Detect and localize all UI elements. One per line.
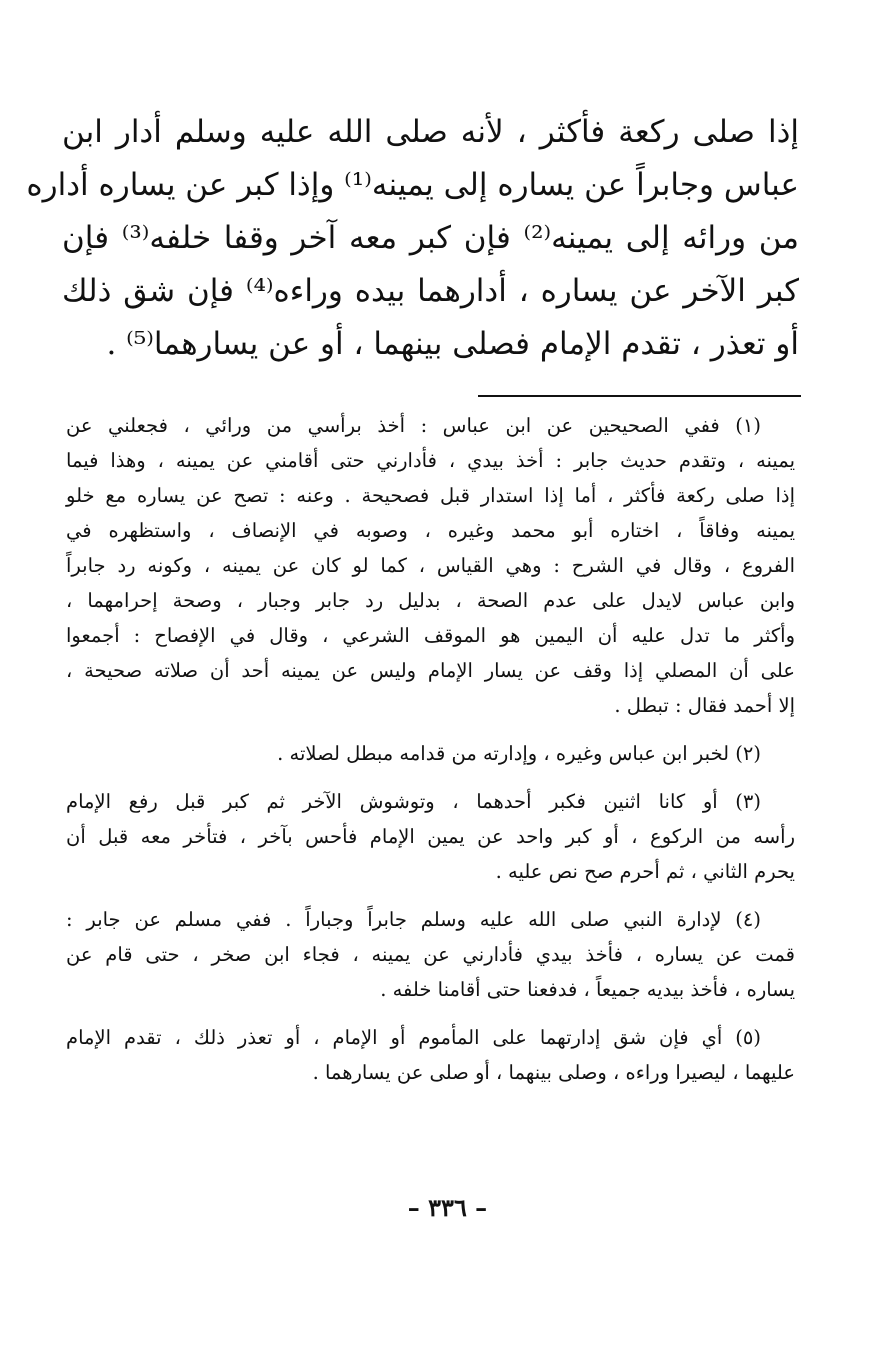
footnote-line: يمينه ، وتقدم حديث جابر : أخذ بيدي ، فأدارني حتى أقامني عن يمينه ، وهذا فيما <box>66 449 795 472</box>
main-text <box>26 106 800 371</box>
footnote-line: عليهما ، ليصيرا وراءه ، وصلى بينهما ، أو صلى عن يسارهما . <box>312 1061 795 1084</box>
page-number: – ٣٣٦ – <box>407 1193 488 1222</box>
footnotes <box>66 408 795 1103</box>
footnote-2 <box>66 736 795 771</box>
main-text-line: أو تعذر ، تقدم الإمام فصلى بينهما ، أو عن يسارهما⁽⁵⁾ . <box>106 326 799 362</box>
footnote-line: قمت عن يساره ، فأخذ بيدي فأدارني عن يمينه ، فجاء ابن صخر ، حتى قام عن <box>66 943 795 966</box>
footnote-line: (١) ففي الصحيحين عن ابن عباس : أخذ برأسي من ورائي ، فجعلني عن <box>66 414 761 437</box>
main-text-line: كبر الآخر عن يساره ، أدارهما بيده وراءه⁽⁴⁾ فإن شق ذلك <box>62 273 799 309</box>
footnote-5 <box>66 1020 795 1090</box>
footnote-line: (٣) أو كانا اثنين فكبر أحدهما ، وتوشوش الآخر ثم كبر قبل رفع الإمام <box>66 790 761 813</box>
footnote-line: رأسه من الركوع ، أو كبر واحد عن يمين الإمام فأحس بآخر ، فتأخر معه قبل أن <box>66 825 795 848</box>
footnote-line: وأكثر ما تدل عليه أن اليمين هو الموقف الشرعي ، وقال في الإفصاح : أجمعوا <box>66 624 795 647</box>
footnote-line: يمينه وفاقاً ، اختاره أبو محمد وغيره ، وصوبه في الإنصاف ، واستظهره في <box>66 519 795 542</box>
footnote-line: إلا أحمد فقال : تبطل . <box>614 694 795 717</box>
footnote-line: (٥) أي فإن شق إدارتهما على المأموم أو الإمام ، أو تعذر ذلك ، تقدم الإمام <box>66 1026 761 1049</box>
footnote-3 <box>66 784 795 889</box>
footnote-line: (٢) لخبر ابن عباس وغيره ، وإدارته من قدامه مبطل لصلاته . <box>277 742 761 765</box>
footnote-line: وابن عباس لايدل على عدم الصحة ، بدليل رد جابر وجبار ، وصحة إحرامهما ، <box>66 589 795 612</box>
footnote-4 <box>66 902 795 1007</box>
footnote-line: الفروع ، وقال في الشرح : وهي القياس ، كما لو كان عن يمينه ، وكونه رد جابراً <box>66 554 795 577</box>
main-text-line: من ورائه إلى يمينه⁽²⁾ فإن كبر معه آخر وقفا خلفه⁽³⁾ فإن <box>62 220 799 256</box>
footnote-line: إذا صلى ركعة فأكثر ، أما إذا استدار قبل فصحيحة . وعنه : تصح عن يساره مع خلو <box>66 484 795 507</box>
footnote-divider <box>478 395 801 397</box>
main-text-line: إذا صلى ركعة فأكثر ، لأنه صلى الله عليه وسلم أدار ابن <box>62 114 800 150</box>
main-text-line: عباس وجابراً عن يساره إلى يمينه⁽¹⁾ وإذا كبر عن يساره أداره <box>26 167 799 203</box>
footnote-line: يساره ، فأخذ بيديه جميعاً ، فدفعنا حتى أقامنا خلفه . <box>380 978 795 1001</box>
footnote-1 <box>66 408 795 723</box>
footnote-line: (٤) لإدارة النبي صلى الله عليه وسلم جابراً وجباراً . ففي مسلم عن جابر : <box>66 908 761 931</box>
footnote-line: على أن المصلي إذا وقف عن يسار الإمام وليس عن يمينه أحد أن صلاته صحيحة ، <box>66 659 795 682</box>
footnote-line: يحرم الثاني ، ثم أحرم صح نص عليه . <box>495 860 795 883</box>
